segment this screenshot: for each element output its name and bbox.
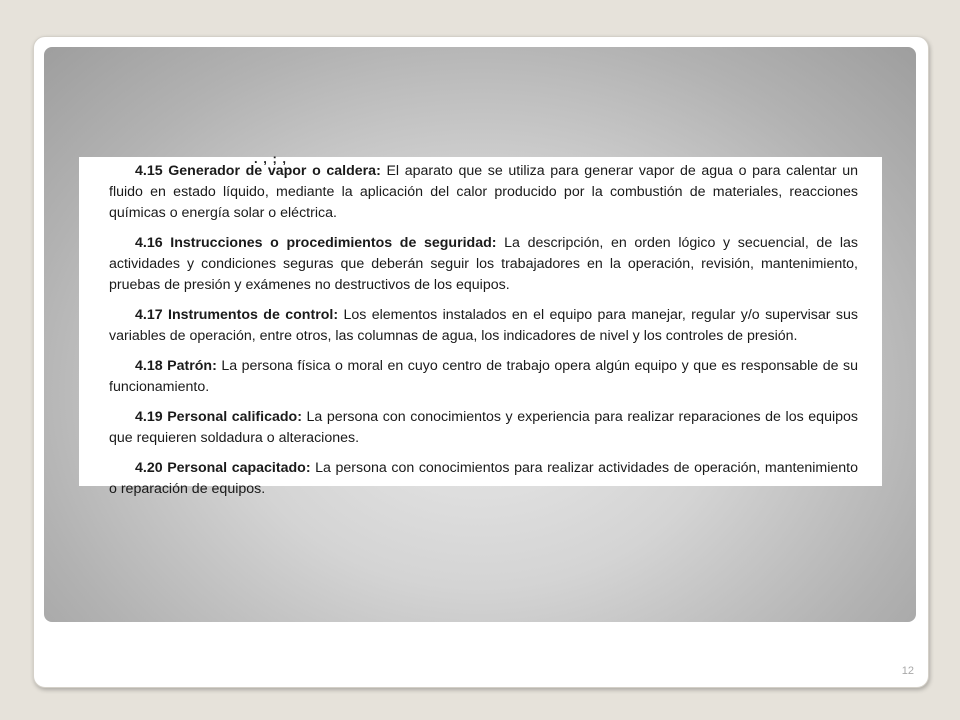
clause-text: La descripción, en orden lógico y secuencial, de las actividades y condiciones seguras que deberán seguir los trabajadores en la operación, revisión, mantenimiento, pruebas de presión y exámenes no destructivos de los equipos. [109,235,858,293]
clause-heading: 4.16 Instrucciones o procedimientos de seguridad: [135,235,497,251]
clause-4-16 [109,233,858,296]
clause-text: Los elementos instalados en el equipo para manejar, regular y/o supervisar sus variables de operación, entre otros, las columnas de agua, los indicadores de nivel y los controles de presión. [109,307,858,344]
clause-heading: 4.17 Instrumentos de control: [135,307,339,323]
clause-4-20 [109,458,858,500]
clause-4-17 [109,305,858,347]
clause-heading: 4.20 Personal capacitado: [135,460,311,476]
cropped-text-fragment: . , ; , [254,151,287,166]
clause-heading: 4.19 Personal calificado: [135,409,302,425]
clause-4-15 [109,161,858,224]
clause-text: La persona con conocimientos para realizar actividades de operación, mantenimiento o reparación de equipos. [109,460,858,497]
page-number: 12 [901,665,914,677]
clause-text: La persona física o moral en cuyo centro de trabajo opera algún equipo y que es responsable de su funcionamiento. [109,358,858,395]
clause-4-19 [109,407,858,449]
slide-frame [33,36,929,688]
clause-heading: 4.15 Generador de vapor o caldera: [135,163,381,179]
clause-text: El aparato que se utiliza para generar vapor de agua o para calentar un fluido en estado líquido, mediante la aplicación del calor producido por la combustión de materiales, reacciones químicas o energía solar o eléctrica. [109,163,859,221]
clause-heading: 4.18 Patrón: [135,358,217,374]
document-excerpt [79,151,882,497]
content-panel [44,47,916,622]
clause-text: La persona con conocimientos y experiencia para realizar reparaciones de los equipos que requieren soldadura o alteraciones. [109,409,858,446]
clause-4-18 [109,356,858,398]
